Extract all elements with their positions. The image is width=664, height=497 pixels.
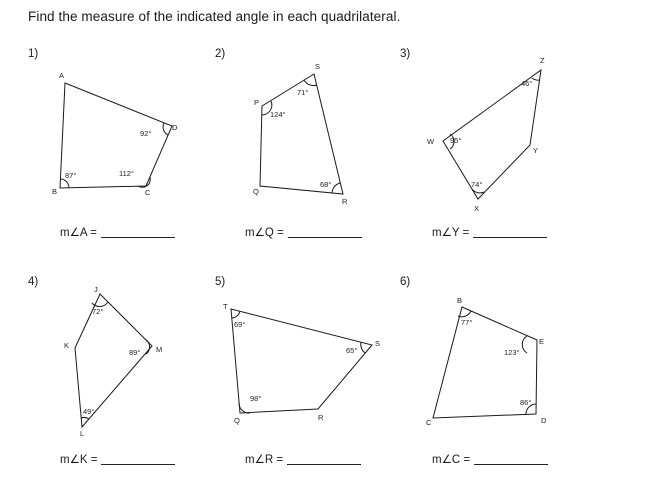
angle-label: 89° — [129, 348, 141, 357]
answer-label: m∠Q = — [245, 227, 284, 239]
angle-label: 72° — [92, 307, 104, 316]
vertex-label: Y — [533, 146, 539, 155]
answer-label: m∠K = — [60, 454, 98, 466]
angle-label: 46° — [521, 79, 533, 88]
problem-number-5: 5) — [215, 276, 226, 288]
angle-arc-1d — [163, 123, 168, 135]
angle-label: 69° — [234, 320, 246, 329]
vertex-label: R — [318, 413, 324, 422]
answer-blank[interactable] — [288, 227, 362, 238]
answer-row-1 — [60, 225, 175, 239]
angle-label: 124° — [270, 110, 286, 119]
vertex-label: S — [315, 62, 321, 71]
answer-blank[interactable] — [474, 454, 548, 465]
angle-arc-3z — [532, 78, 540, 80]
vertex-label: Q — [234, 416, 240, 425]
vertex-label: Z — [540, 56, 545, 65]
vertex-label: C — [426, 418, 432, 427]
vertex-label: P — [254, 98, 260, 107]
answer-row-3 — [432, 225, 547, 239]
angle-label: 65° — [346, 346, 358, 355]
vertex-label: E — [539, 337, 545, 346]
angle-arc-6e — [522, 336, 527, 353]
problem-number-4: 4) — [28, 276, 39, 288]
vertex-label: L — [80, 429, 85, 438]
answer-label: m∠C = — [432, 454, 471, 466]
problem-number-2: 2) — [215, 48, 226, 60]
angle-label: 98° — [250, 394, 262, 403]
vertex-label: A — [59, 71, 65, 80]
answer-row-5 — [245, 452, 361, 466]
angle-label: 86° — [520, 398, 532, 407]
vertex-label: X — [474, 204, 480, 213]
answer-row-4 — [60, 452, 175, 466]
worksheet-title: Find the measure of the indicated angle in each quadrilateral. — [28, 9, 401, 24]
problem-number-6: 6) — [400, 276, 411, 288]
vertex-label: W — [427, 137, 435, 146]
answer-label: m∠A = — [60, 227, 97, 239]
vertex-label: C — [145, 188, 151, 197]
problem-number-3: 3) — [400, 48, 411, 60]
angle-label: 95° — [450, 136, 462, 145]
angle-arc-5q — [239, 403, 250, 413]
answer-blank[interactable] — [287, 454, 361, 465]
vertex-label: T — [223, 302, 228, 311]
vertex-label: R — [342, 197, 348, 206]
angle-label: 112° — [119, 169, 134, 178]
vertex-label: B — [52, 187, 58, 196]
answer-row-2 — [245, 225, 362, 239]
angle-label: 68° — [320, 180, 332, 189]
answer-blank[interactable] — [101, 454, 175, 465]
answer-label: m∠R = — [245, 454, 284, 466]
angle-arc-1b — [61, 179, 69, 188]
quadrilateral-3 — [443, 70, 541, 199]
problem-number-1: 1) — [28, 48, 39, 60]
vertex-label: D — [541, 416, 547, 425]
answer-blank[interactable] — [473, 227, 547, 238]
answer-blank[interactable] — [101, 227, 175, 238]
vertex-label: S — [375, 339, 381, 348]
vertex-label: J — [94, 285, 98, 294]
vertex-label: K — [64, 341, 70, 350]
angle-arc-2r — [332, 183, 340, 193]
quadrilateral-1 — [60, 83, 172, 188]
vertex-label: Q — [253, 187, 259, 196]
angle-label: 74° — [471, 180, 483, 189]
angle-arc-5t — [232, 311, 240, 318]
angle-arc-2s — [304, 80, 317, 86]
angle-label: 123° — [504, 348, 520, 357]
angle-label: 92° — [140, 129, 152, 138]
angle-label: 87° — [65, 171, 77, 180]
angle-arc-5s — [361, 342, 365, 353]
answer-row-6 — [432, 452, 548, 466]
answer-label: m∠Y = — [432, 227, 470, 239]
angle-label: 71° — [297, 88, 309, 97]
angle-label: 77° — [461, 318, 473, 327]
angle-label: 49° — [83, 407, 95, 416]
vertex-label: B — [457, 296, 463, 305]
vertex-label: D — [172, 123, 178, 132]
vertex-label: M — [156, 345, 163, 354]
angle-arc-4l — [81, 417, 89, 419]
